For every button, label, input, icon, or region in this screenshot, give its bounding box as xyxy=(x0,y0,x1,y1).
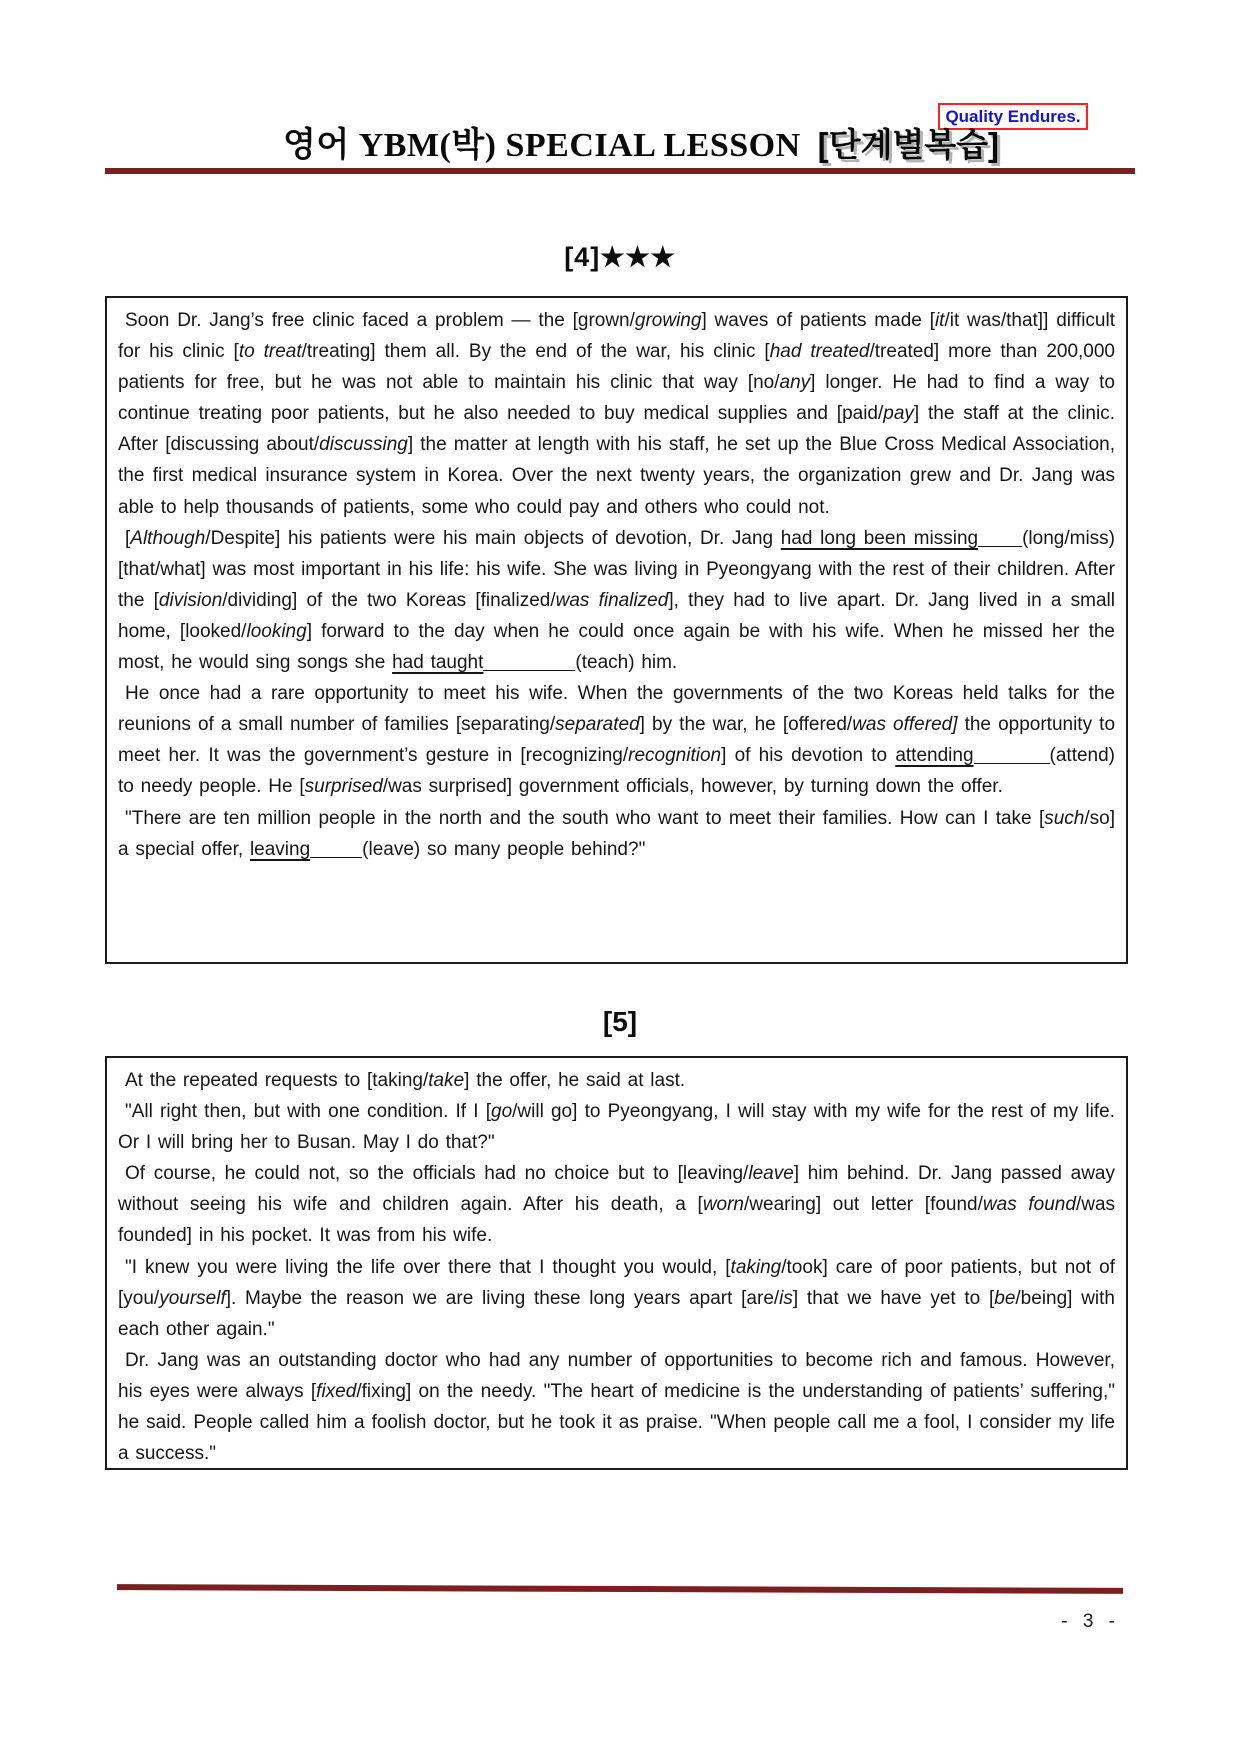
text-segment: surprised xyxy=(304,776,383,798)
passage-paragraph xyxy=(118,803,1115,865)
answer-blank xyxy=(483,656,575,671)
text-segment: recognition xyxy=(628,745,722,767)
text-segment: ] the matter at length with his staff, he set up the Blue Cross Medical Association, the first medical insurance system in Korea. Over the next twenty years, the organization grew and Dr. Jang was able to help thousands of patients, some who could pay and others who could not. xyxy=(118,434,1116,518)
answer-blank xyxy=(974,749,1050,764)
answer-underlined: had taught xyxy=(392,652,484,674)
text-segment: taking xyxy=(730,1256,782,1278)
header xyxy=(105,118,1135,166)
text-segment: (long/miss) [that/what] was most important in his life: his wife. She was living in Pyeongyang with the rest of their children. After the [ xyxy=(118,527,1115,611)
passage-box-5 xyxy=(105,1056,1128,1470)
page-number: - 3 - xyxy=(1061,1611,1120,1632)
text-segment: yourself xyxy=(159,1287,226,1309)
text-segment: it xyxy=(934,310,945,331)
text-segment: leave xyxy=(748,1163,794,1185)
text-segment: fixed xyxy=(316,1380,357,1402)
text-segment: (leave) so many people behind?" xyxy=(362,838,646,860)
text-segment: /fixing] on the needy. "The heart of medicine is the understanding of patients’ suffering," he said. People called him a foolish doctor, but he took it as praise. "When people call me a fool, I consider my life a success." xyxy=(118,1380,1116,1465)
text-segment: At the repeated requests to [taking/ xyxy=(125,1070,429,1091)
text-segment: /treated] more than 200,000 patients for free, but he was not able to maintain his clinic that way [no/ xyxy=(118,341,1115,394)
text-segment: /dividing] of the two Koreas [finalized/ xyxy=(222,589,556,611)
text-segment: "I knew you were living the life over there that I thought you would, [ xyxy=(125,1256,731,1278)
text-segment: (teach) him. xyxy=(575,652,678,674)
text-segment: had treated xyxy=(769,341,870,363)
text-segment: ] the offer, he said at last. xyxy=(464,1070,686,1091)
text-segment: go xyxy=(491,1101,513,1123)
text-segment: ] longer. He had to find a way to continue treating poor patients, but he also needed to buy medical supplies and [paid/ xyxy=(118,372,1115,425)
text-segment: looking xyxy=(246,620,307,642)
footer-rule xyxy=(117,1584,1123,1594)
text-segment: is xyxy=(779,1287,793,1309)
header-rule xyxy=(105,168,1135,174)
header-tag: [단계별복습] xyxy=(817,126,999,163)
passage-paragraph xyxy=(118,1065,1115,1096)
passage-paragraph xyxy=(118,305,1115,523)
text-segment: /was founded] in his pocket. It was from his wife. xyxy=(118,1194,1116,1247)
text-segment: ] of his devotion to xyxy=(721,745,896,767)
text-segment: Dr. Jang was an outstanding doctor who had any number of opportunities to become rich and famous. However, his eyes were always [ xyxy=(118,1349,1115,1402)
text-segment: worn xyxy=(702,1194,744,1216)
text-segment: ] that we have yet to [ xyxy=(792,1287,995,1309)
text-segment: /being] with each other again." xyxy=(118,1287,1115,1340)
text-segment: division xyxy=(158,589,223,611)
text-segment: the opportunity to meet her. It was the government’s gesture in [recognizing/ xyxy=(118,714,1116,767)
text-segment: was offered] xyxy=(852,714,958,736)
text-segment: growing xyxy=(634,310,702,331)
text-segment: ] waves of patients made [ xyxy=(701,310,935,331)
answer-underlined: attending xyxy=(895,745,974,767)
passage-paragraph xyxy=(118,678,1115,802)
text-segment: He once had a rare opportunity to meet his wife. When the governments of the two Koreas held talks for the reunions of a small number of families [separating/ xyxy=(118,683,1115,736)
passage-paragraph xyxy=(118,1252,1115,1345)
text-segment: ] forward to the day when he could once again be with his wife. When he missed her the most, he would sing songs she xyxy=(118,620,1115,674)
quality-badge-label: Quality Endures. xyxy=(945,106,1081,126)
text-segment: to treat xyxy=(238,341,302,363)
section-4-title: [4]★★★ xyxy=(564,242,676,272)
passage-paragraph xyxy=(118,1096,1115,1158)
text-segment: /wearing] out letter [found/ xyxy=(744,1194,983,1216)
text-segment: /so] a special offer, xyxy=(118,807,1115,860)
text-segment: /treating] them all. By the end of the war, his clinic [ xyxy=(301,341,770,363)
text-segment: ] the staff at the clinic. After [discussing about/ xyxy=(118,403,1116,456)
passage-paragraph xyxy=(118,1158,1115,1251)
text-segment: pay xyxy=(883,403,914,425)
text-segment: /took] care of poor patients, but not of [you/ xyxy=(118,1256,1115,1309)
text-segment: ] by the war, he [offered/ xyxy=(639,714,853,736)
answer-blank xyxy=(978,532,1022,547)
answer-blank xyxy=(310,843,362,858)
text-segment: /will go] to Pyeongyang, I will stay with my wife for the rest of my life. Or I will bring her to Busan. May I do that?" xyxy=(118,1101,1115,1154)
text-segment: (attend) to needy people. He [ xyxy=(118,745,1115,798)
text-segment: any xyxy=(779,372,811,394)
text-segment: take xyxy=(428,1070,465,1091)
passage-paragraph xyxy=(118,523,1115,678)
text-segment: ], they had to live apart. Dr. Jang lived in a small home, [looked/ xyxy=(118,589,1115,642)
text-segment: separated xyxy=(555,714,640,736)
passage-paragraph xyxy=(118,1345,1115,1469)
text-segment: "There are ten million people in the north and the south who want to meet their families. How can I take [ xyxy=(125,807,1045,829)
section-5-title: [5] xyxy=(602,1006,638,1037)
text-segment: "All right then, but with one condition. If I [ xyxy=(125,1101,491,1123)
text-segment: Although xyxy=(130,527,206,549)
page-title: 영어 YBM(박) SPECIAL LESSON xyxy=(283,127,801,164)
text-segment: /Despite] his patients were his main objects of devotion, Dr. Jang xyxy=(205,527,781,549)
text-segment: /was surprised] government officials, however, by turning down the offer. xyxy=(382,776,1003,798)
text-segment: discussing xyxy=(319,434,408,456)
text-segment: Of course, he could not, so the officials had no choice but to [leaving/ xyxy=(125,1163,749,1185)
text-segment: Soon Dr. Jang’s free clinic faced a problem — the [grown/ xyxy=(125,310,635,331)
text-segment: was finalized xyxy=(555,589,669,611)
text-segment: be xyxy=(994,1287,1016,1309)
answer-underlined: had long been missing xyxy=(780,527,979,549)
passage-box-4 xyxy=(105,296,1128,964)
answer-underlined: leaving xyxy=(249,838,311,860)
text-segment: was found xyxy=(982,1194,1076,1216)
text-segment: ] him behind. Dr. Jang passed away without seeing his wife and children again. After his death, a [ xyxy=(118,1163,1115,1216)
text-segment: /it was/that]] difficult for his clinic [ xyxy=(118,310,1115,363)
text-segment: such xyxy=(1044,807,1085,829)
text-segment: ]. Maybe the reason we are living these long years apart [are/ xyxy=(225,1287,780,1309)
text-segment: [ xyxy=(125,527,131,549)
